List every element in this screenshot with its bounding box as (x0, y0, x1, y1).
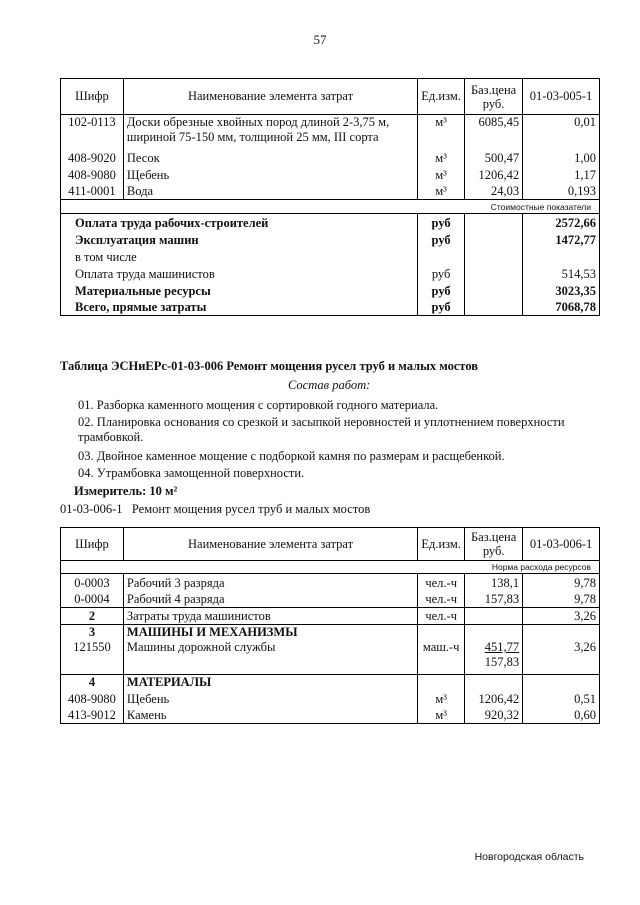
work-item: 02. Планировка основания со срезкой и засыпкой неровностей и уплотнением поверхности трамбовкой. (78, 415, 565, 444)
table-header-row (61, 528, 600, 561)
table-header-row (61, 79, 600, 115)
header-price: Баз.цена руб. (465, 528, 523, 561)
row-price: 1206,42 (465, 690, 523, 707)
work-item: 01. Разборка каменного мощения с сортировкой годного материала. (78, 398, 439, 412)
table-row (61, 574, 600, 591)
section-code: 4 (61, 674, 124, 690)
cost-row (61, 214, 600, 231)
section-row (61, 674, 600, 690)
resource-table-2 (60, 527, 600, 724)
row-unit: маш.-ч (418, 640, 465, 674)
row-price: 6085,45 (465, 115, 523, 149)
footer-region: Новгородская область (474, 851, 584, 863)
table-row (61, 183, 600, 200)
table-row (61, 690, 600, 707)
work-item: 03. Двойное каменное мощение с подборкой камня по размерам и расщебенкой. (78, 449, 505, 463)
row-price: 920,32 (465, 707, 523, 724)
cost-value: 2572,66 (523, 214, 600, 231)
cost-unit: руб (418, 231, 465, 248)
row-name: Песок (123, 149, 417, 166)
cost-name: Оплата труда рабочих-строителей (75, 215, 269, 230)
cost-unit: руб (418, 282, 465, 299)
header-price: Баз.цена руб. (465, 79, 523, 115)
header-name: Наименование элемента затрат (123, 528, 417, 561)
row-value: 3,26 (523, 608, 600, 625)
row-name: Доски обрезные хвойных пород длиной 2-3,75 м, шириной 75-150 мм, толщиной 25 мм, III сорта (123, 115, 417, 149)
cost-unit: руб (418, 214, 465, 231)
row-code: 408-9080 (61, 166, 124, 183)
row-unit: м³ (418, 183, 465, 200)
row-unit: м³ (418, 149, 465, 166)
row-code: 0-0003 (61, 574, 124, 591)
header-code: Шифр (61, 528, 124, 561)
cost-row (61, 299, 600, 316)
row-price (465, 608, 523, 625)
row-name: Камень (123, 707, 417, 724)
row-name: Рабочий 3 разряда (123, 574, 417, 591)
page-number: 57 (313, 32, 327, 47)
row-name: Рабочий 4 разряда (123, 591, 417, 608)
row-code: 413-9012 (61, 707, 124, 724)
subheader-row (61, 561, 600, 574)
measure-unit: Измеритель: 10 м² (74, 484, 178, 498)
table-row (61, 707, 600, 724)
row-price: 24,03 (465, 183, 523, 200)
row-value: 1,17 (523, 166, 600, 183)
cost-row (61, 231, 600, 248)
row-code: 2 (61, 608, 124, 625)
cost-name: Оплата труда машинистов (75, 266, 215, 281)
header-unit: Ед.изм. (418, 79, 465, 115)
row-unit: м³ (418, 166, 465, 183)
cost-indicators-label: Стоимостные показатели (61, 200, 600, 214)
row-code: 411-0001 (61, 183, 124, 200)
header-norm-code: 01-03-005-1 (523, 79, 600, 115)
header-name: Наименование элемента затрат (123, 79, 417, 115)
table-row (61, 640, 600, 674)
row-code: 408-9020 (61, 149, 124, 166)
row-price: 138,1 (465, 574, 523, 591)
cost-value: 3023,35 (523, 282, 600, 299)
cost-name: Эксплуатация машин (75, 232, 199, 247)
section-name: МАШИНЫ И МЕХАНИЗМЫ (123, 625, 417, 641)
table-row (61, 166, 600, 183)
row-name: Вода (123, 183, 417, 200)
row-unit: м³ (418, 115, 465, 149)
table-row (61, 591, 600, 608)
cost-row (61, 248, 600, 265)
table-row (61, 608, 600, 625)
header-unit: Ед.изм. (418, 528, 465, 561)
item-line: 01-03-006-1 Ремонт мощения русел труб и малых мостов (60, 502, 371, 516)
row-unit: м³ (418, 707, 465, 724)
row-code: 0-0004 (61, 591, 124, 608)
subheader-row (61, 200, 600, 214)
work-item: 04. Утрамбовка замощенной поверхности. (78, 466, 305, 480)
row-value: 0,51 (523, 690, 600, 707)
row-value: 1,00 (523, 149, 600, 166)
row-unit: чел.-ч (418, 608, 465, 625)
header-code: Шифр (61, 79, 124, 115)
cost-name: в том числе (75, 249, 137, 264)
resource-table-1 (60, 78, 600, 316)
table-row (61, 149, 600, 166)
row-price: 1206,42 (465, 166, 523, 183)
cost-name: Всего, прямые затраты (75, 300, 207, 314)
row-unit: чел.-ч (418, 574, 465, 591)
row-price: 500,47 (465, 149, 523, 166)
cost-value: 514,53 (523, 265, 600, 282)
row-code: 121550 (61, 640, 124, 674)
row-name: Щебень (123, 690, 417, 707)
row-code: 408-9080 (61, 690, 124, 707)
row-name: Затраты труда машинистов (123, 608, 417, 625)
row-value: 9,78 (523, 574, 600, 591)
table-row (61, 115, 600, 149)
row-name: Машины дорожной службы (123, 640, 417, 674)
row-price: 157,83 (465, 591, 523, 608)
row-code: 102-0113 (61, 115, 124, 149)
row-unit: м³ (418, 690, 465, 707)
row-name: Щебень (123, 166, 417, 183)
cost-row (61, 265, 600, 282)
cost-value: 7068,78 (523, 299, 600, 316)
row-unit: чел.-ч (418, 591, 465, 608)
cost-unit: руб (418, 265, 465, 282)
row-value: 0,60 (523, 707, 600, 724)
cost-name: Материальные ресурсы (75, 283, 211, 298)
work-composition-title: Состав работ: (288, 378, 371, 392)
section-code: 3 (61, 625, 124, 641)
row-price: 451,77 (484, 640, 520, 654)
resource-norm-label: Норма расхода ресурсов (61, 561, 600, 574)
header-norm-code: 01-03-006-1 (523, 528, 600, 561)
row-value: 9,78 (523, 591, 600, 608)
row-value: 3,26 (523, 640, 600, 674)
section-title: Таблица ЭСНиЕРс-01-03-006 Ремонт мощения русел труб и малых мостов (60, 359, 479, 373)
cost-row (61, 282, 600, 299)
cost-value: 1472,77 (523, 231, 600, 248)
section-name: МАТЕРИАЛЫ (123, 674, 417, 690)
section-row (61, 625, 600, 641)
row-price-secondary: 157,83 (484, 655, 520, 669)
cost-unit: руб (418, 299, 465, 316)
row-value: 0,193 (523, 183, 600, 200)
row-value: 0,01 (523, 115, 600, 149)
